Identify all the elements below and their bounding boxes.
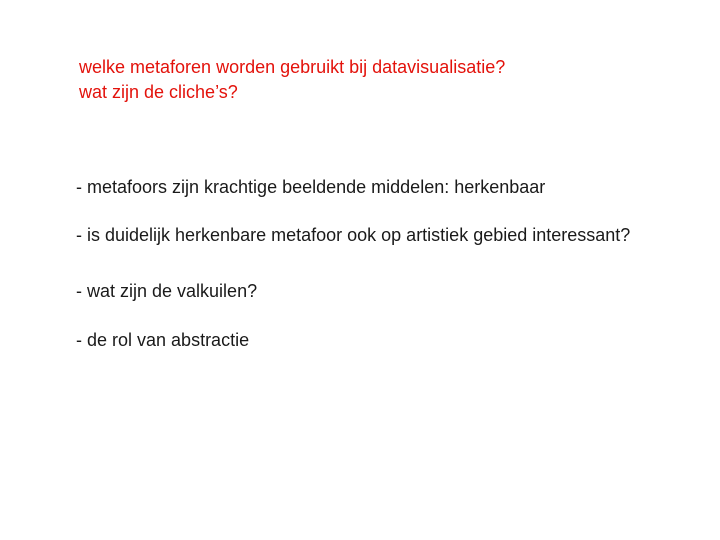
bullet-item-4: - de rol van abstractie — [76, 330, 250, 350]
bullet-item-2: - is duidelijk herkenbare metafoor ook op artistiek gebied interessant? — [76, 225, 631, 245]
title-line-2: wat zijn de cliche’s? — [79, 82, 238, 102]
slide-title — [79, 55, 699, 105]
title-line-1: welke metaforen worden gebruikt bij datavisualisatie? — [79, 57, 506, 77]
bullet-item-3: - wat zijn de valkuilen? — [76, 281, 258, 301]
bullet-item-1: - metafoors zijn krachtige beeldende middelen: herkenbaar — [76, 177, 546, 197]
